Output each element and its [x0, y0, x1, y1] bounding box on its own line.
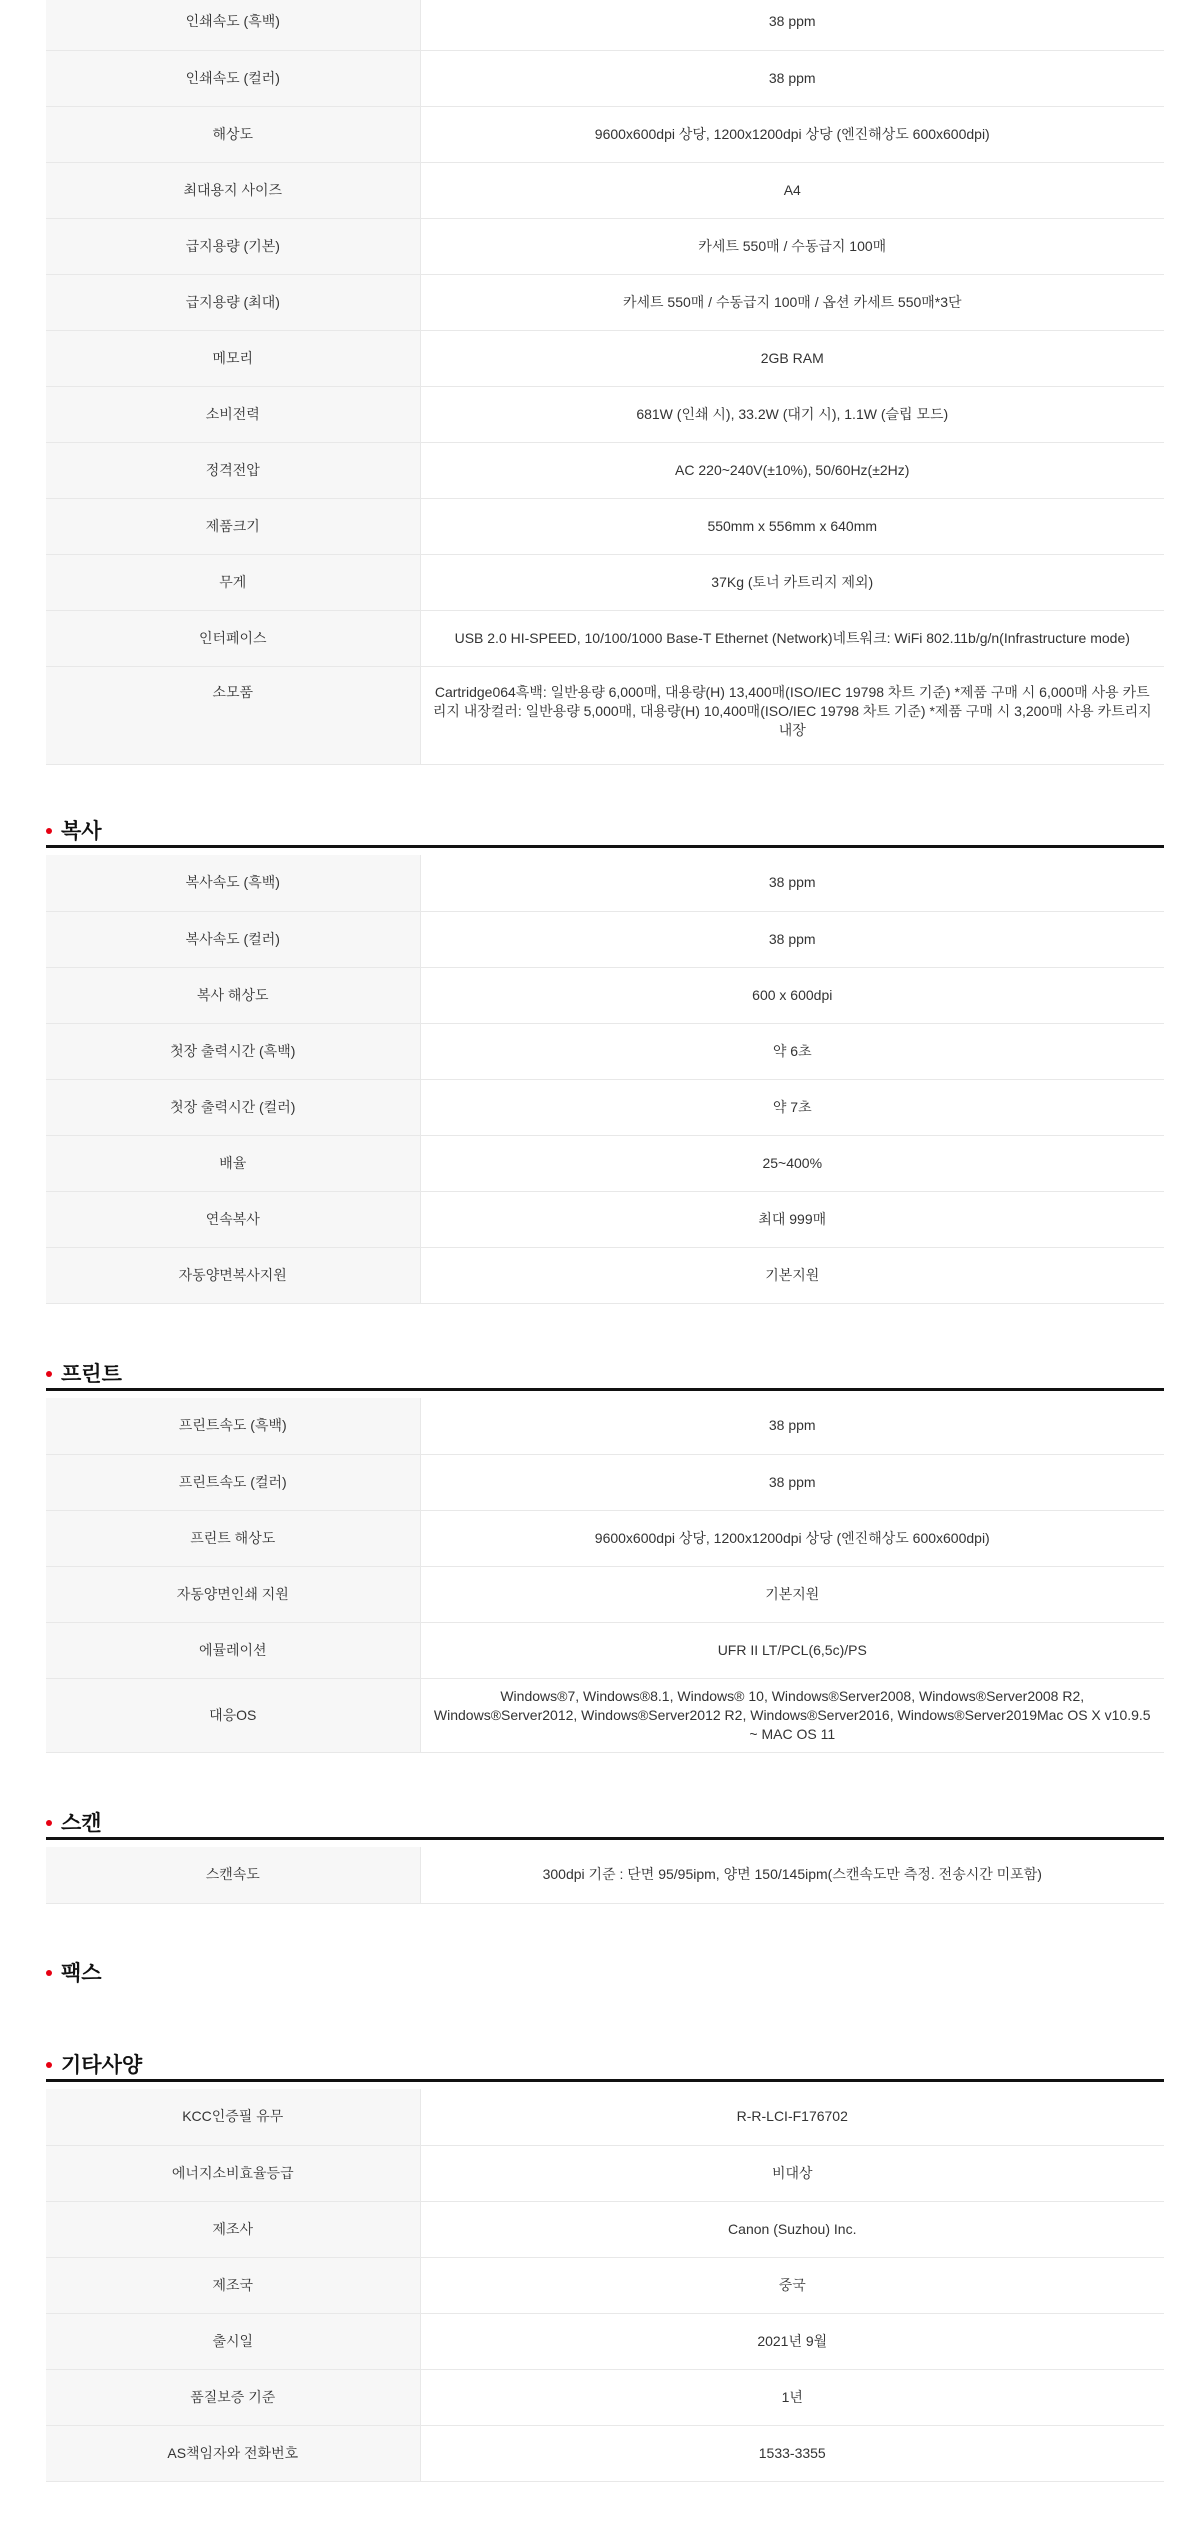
spec-value: 25~400% — [420, 1135, 1164, 1191]
bullet-dot-icon — [46, 828, 52, 834]
spec-value: 38 ppm — [420, 0, 1164, 50]
table-row — [46, 442, 1164, 498]
spec-value: 550mm x 556mm x 640mm — [420, 498, 1164, 554]
section-title-text: 팩스 — [61, 1962, 102, 1985]
table-row — [46, 218, 1164, 274]
spec-value: 비대상 — [420, 2145, 1164, 2201]
spec-label: 제품크기 — [46, 498, 420, 554]
spec-table-copy — [46, 855, 1164, 1304]
spec-value: 9600x600dpi 상당, 1200x1200dpi 상당 (엔진해상도 600x600dpi) — [420, 106, 1164, 162]
spec-label: 복사속도 (흑백) — [46, 855, 420, 911]
spec-table-print — [46, 1398, 1164, 1753]
spec-label: 인쇄속도 (흑백) — [46, 0, 420, 50]
spec-label: 프린트 해상도 — [46, 1510, 420, 1566]
spec-label: 출시일 — [46, 2313, 420, 2369]
table-row — [46, 386, 1164, 442]
spec-label: 최대용지 사이즈 — [46, 162, 420, 218]
table-row — [46, 1023, 1164, 1079]
section-title-text: 스캔 — [61, 1811, 102, 1835]
table-row — [46, 0, 1164, 50]
spec-label: 제조사 — [46, 2201, 420, 2257]
spec-label: 프린트속도 (흑백) — [46, 1398, 420, 1454]
spec-table-scan — [46, 1847, 1164, 1904]
spec-value: 300dpi 기준 : 단면 95/95ipm, 양면 150/145ipm(스캔속도만 측정. 전송시간 미포함) — [420, 1847, 1164, 1903]
spec-value: 약 7초 — [420, 1079, 1164, 1135]
section-title-text: 기타사양 — [61, 2053, 143, 2077]
table-row — [46, 1510, 1164, 1566]
spec-label: 품질보증 기준 — [46, 2369, 420, 2425]
table-row — [46, 554, 1164, 610]
spec-value: 최대 999매 — [420, 1191, 1164, 1247]
spec-label: 소비전력 — [46, 386, 420, 442]
spec-value: 37Kg (토너 카트리지 제외) — [420, 554, 1164, 610]
bullet-dot-icon — [46, 2062, 52, 2068]
spec-value: 약 6초 — [420, 1023, 1164, 1079]
table-row — [46, 1398, 1164, 1454]
section-title-print — [46, 1357, 1164, 1391]
spec-value: 9600x600dpi 상당, 1200x1200dpi 상당 (엔진해상도 600x600dpi) — [420, 1510, 1164, 1566]
table-row — [46, 2145, 1164, 2201]
spec-value: AC 220~240V(±10%), 50/60Hz(±2Hz) — [420, 442, 1164, 498]
bullet-dot-icon — [46, 1371, 52, 1377]
table-row — [46, 2425, 1164, 2481]
spec-value: 2GB RAM — [420, 330, 1164, 386]
spec-label: 첫장 출력시간 (흑백) — [46, 1023, 420, 1079]
spec-label: 소모품 — [46, 666, 420, 764]
table-row — [46, 1191, 1164, 1247]
spec-value: A4 — [420, 162, 1164, 218]
spec-label: 대응OS — [46, 1678, 420, 1752]
spec-value: Windows®7, Windows®8.1, Windows® 10, Windows®Server2008, Windows®Server2008 R2, Windows®Server2012, Windows®Server2012 R2, Windows®Server2016, Windows®Server2019Mac OS X v10.9.5 ~ MAC OS 11 — [420, 1678, 1164, 1752]
table-row — [46, 50, 1164, 106]
spec-value: 600 x 600dpi — [420, 967, 1164, 1023]
spec-value: 681W (인쇄 시), 33.2W (대기 시), 1.1W (슬립 모드) — [420, 386, 1164, 442]
spec-label: 에너지소비효율등급 — [46, 2145, 420, 2201]
spec-label: 첫장 출력시간 (컬러) — [46, 1079, 420, 1135]
table-row — [46, 666, 1164, 764]
spec-value: USB 2.0 HI-SPEED, 10/100/1000 Base-T Ethernet (Network)네트워크: WiFi 802.11b/g/n(Infrastructure mode) — [420, 610, 1164, 666]
spec-value: 카세트 550매 / 수동급지 100매 / 옵션 카세트 550매*3단 — [420, 274, 1164, 330]
section-title-scan — [46, 1806, 1164, 1840]
spec-value: 중국 — [420, 2257, 1164, 2313]
table-row — [46, 1079, 1164, 1135]
spec-label: 복사속도 (컬러) — [46, 911, 420, 967]
bullet-dot-icon — [46, 1820, 52, 1826]
table-row — [46, 162, 1164, 218]
spec-label: 인터페이스 — [46, 610, 420, 666]
table-row — [46, 1622, 1164, 1678]
bullet-dot-icon — [46, 1970, 52, 1976]
table-row — [46, 1678, 1164, 1752]
spec-label: AS책임자와 전화번호 — [46, 2425, 420, 2481]
spec-label: 정격전압 — [46, 442, 420, 498]
spec-value: 38 ppm — [420, 855, 1164, 911]
table-row — [46, 1566, 1164, 1622]
spec-label: 메모리 — [46, 330, 420, 386]
spec-label: 자동양면인쇄 지원 — [46, 1566, 420, 1622]
table-row — [46, 911, 1164, 967]
spec-value: 1533-3355 — [420, 2425, 1164, 2481]
spec-value: 38 ppm — [420, 1398, 1164, 1454]
spec-label: 프린트속도 (컬러) — [46, 1454, 420, 1510]
spec-value: 38 ppm — [420, 50, 1164, 106]
table-row — [46, 610, 1164, 666]
table-row — [46, 2201, 1164, 2257]
table-row — [46, 274, 1164, 330]
spec-label: KCC인증필 유무 — [46, 2089, 420, 2145]
spec-label: 에뮬레이션 — [46, 1622, 420, 1678]
table-row — [46, 2089, 1164, 2145]
spec-label: 연속복사 — [46, 1191, 420, 1247]
section-title-text: 프린트 — [61, 1362, 122, 1386]
table-row — [46, 498, 1164, 554]
spec-table-general — [46, 0, 1164, 765]
table-row — [46, 1247, 1164, 1303]
section-title-etc — [46, 2048, 1164, 2082]
section-title-fax — [46, 1955, 1164, 1989]
spec-value: UFR II LT/PCL(6,5c)/PS — [420, 1622, 1164, 1678]
spec-value: 카세트 550매 / 수동급지 100매 — [420, 218, 1164, 274]
table-row — [46, 2313, 1164, 2369]
spec-label: 급지용량 (최대) — [46, 274, 420, 330]
table-row — [46, 855, 1164, 911]
table-row — [46, 967, 1164, 1023]
spec-value: 기본지원 — [420, 1566, 1164, 1622]
spec-label: 해상도 — [46, 106, 420, 162]
spec-label: 인쇄속도 (컬러) — [46, 50, 420, 106]
spec-label: 자동양면복사지원 — [46, 1247, 420, 1303]
spec-table-etc — [46, 2089, 1164, 2482]
table-row — [46, 1454, 1164, 1510]
spec-label: 복사 해상도 — [46, 967, 420, 1023]
spec-value: 38 ppm — [420, 1454, 1164, 1510]
section-title-copy — [46, 814, 1164, 848]
spec-label: 배율 — [46, 1135, 420, 1191]
spec-label: 제조국 — [46, 2257, 420, 2313]
spec-value: Cartridge064흑백: 일반용량 6,000매, 대용량(H) 13,400매(ISO/IEC 19798 차트 기준) *제품 구매 시 6,000매 사용 카트리지 내장컬러: 일반용량 5,000매, 대용량(H) 10,400매(ISO/IEC 19798 차트 기준) *제품 구매 시 3,200매 사용 카트리지 내장 — [420, 666, 1164, 764]
table-row — [46, 1135, 1164, 1191]
spec-value: 2021년 9월 — [420, 2313, 1164, 2369]
spec-value: 38 ppm — [420, 911, 1164, 967]
spec-label: 급지용량 (기본) — [46, 218, 420, 274]
table-row — [46, 2369, 1164, 2425]
table-row — [46, 106, 1164, 162]
spec-label: 스캔속도 — [46, 1847, 420, 1903]
table-row — [46, 1847, 1164, 1903]
spec-value: Canon (Suzhou) Inc. — [420, 2201, 1164, 2257]
spec-label: 무게 — [46, 554, 420, 610]
section-title-text: 복사 — [61, 819, 102, 843]
table-row — [46, 330, 1164, 386]
table-row — [46, 2257, 1164, 2313]
spec-value: R-R-LCI-F176702 — [420, 2089, 1164, 2145]
spec-value: 1년 — [420, 2369, 1164, 2425]
spec-value: 기본지원 — [420, 1247, 1164, 1303]
